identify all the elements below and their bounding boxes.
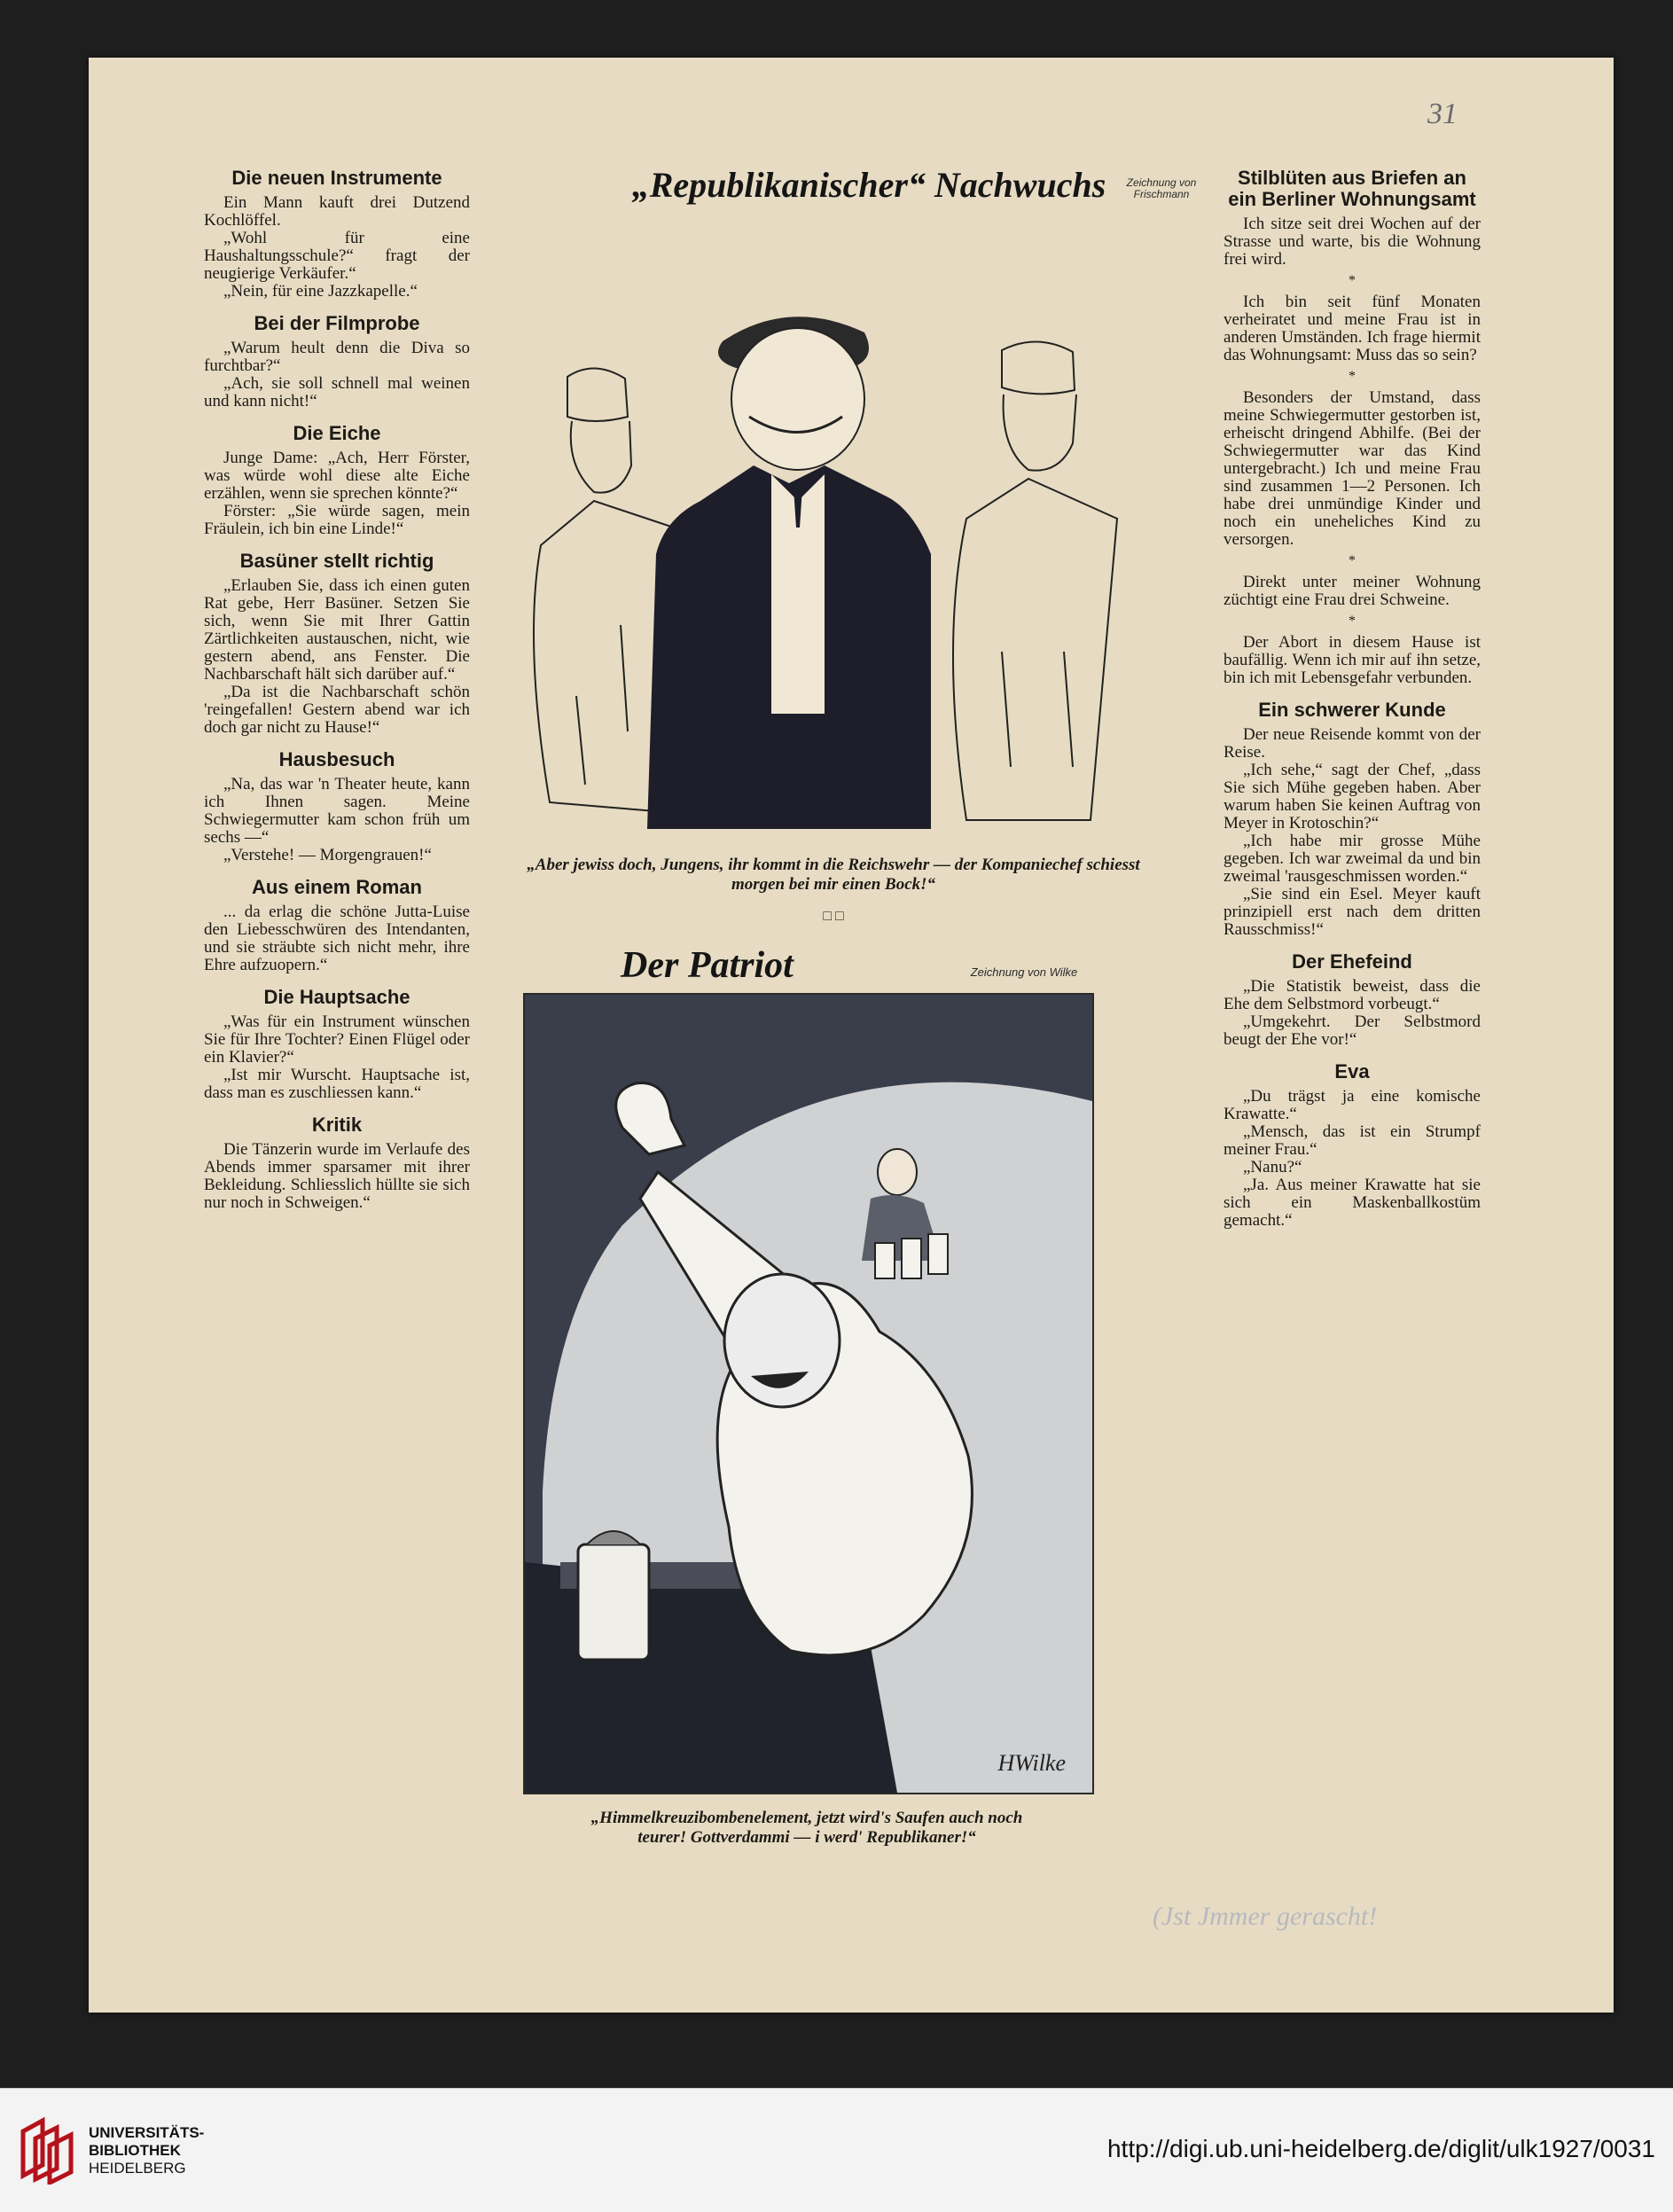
article-heading: Die Hauptsache <box>263 986 410 1008</box>
library-logo-text <box>89 2124 204 2177</box>
article-heading: Hausbesuch <box>278 748 395 770</box>
right-column <box>1223 155 1481 1230</box>
cartoon-illustration-top <box>470 235 1170 847</box>
article-paragraph: Ein Mann kauft drei Dutzend Kochlöffel. <box>204 193 470 230</box>
library-footer <box>0 2088 1673 2212</box>
cartoon-title-top: „Republikanischer“ Nachwuchs <box>631 165 1106 205</box>
article-paragraph: „Die Statistik beweist, dass die Ehe dem Selbstmord vorbeugt.“ <box>1223 977 1481 1013</box>
article-paragraph: „Ist mir Wurscht. Hauptsache ist, dass man es zuschliessen kann.“ <box>204 1066 470 1102</box>
cartoon-credit-top: Zeichnung von Frischmann <box>1126 176 1197 200</box>
article-paragraph: Besonders der Umstand, dass meine Schwiegermutter gestorben ist, erheischt dringend Abhilfe. (Bei der Schwiegermutter war das Kind untergebracht.) Ich und meine Frau sind zusammen 1—2 Personen. Ich habe drei unmündige Kinder und noch ein uneheliches Kind zu versorgen. <box>1223 388 1481 549</box>
article-heading: Bei der Filmprobe <box>254 312 420 334</box>
separator: □ □ <box>823 909 844 924</box>
article-paragraph: „Erlauben Sie, dass ich einen guten Rat gebe, Herr Basüner. Setzen Sie sich, wenn Sie mit Ihrer Gattin Zärtlichkeiten austauschen, nicht, wie gestern abend, ans Fenster. Die Nachbarschaft hält sich darüber auf.“ <box>204 576 470 684</box>
separator-star: * <box>1349 369 1356 384</box>
article-paragraph: „Nanu?“ <box>1243 1158 1302 1176</box>
article-paragraph: Der Abort in diesem Hause ist baufällig. Wenn ich mir auf ihn setze, bin ich mit Lebensgefahr verbunden. <box>1223 633 1481 687</box>
permalink-url[interactable]: http://digi.ub.uni-heidelberg.de/diglit/ulk1927/0031 <box>1106 2135 1655 2162</box>
artist-signature: HWilke <box>997 1750 1066 1776</box>
page-number-handwritten: 31 <box>1427 98 1458 130</box>
article-paragraph: „Sie sind ein Esel. Meyer kauft prinzipiell erst nach dem dritten Rausschmiss!“ <box>1223 885 1481 939</box>
separator-star: * <box>1349 553 1356 568</box>
cartoon-caption-top: „Aber jewiss doch, Jungens, ihr kommt in die Reichswehr — der Kompaniechef schiesst morgen bei mir einen Bock!“ <box>527 856 1140 894</box>
newspaper-page <box>89 58 1614 2013</box>
article-paragraph: Der neue Reisende kommt von der Reise. <box>1223 725 1481 762</box>
logo-line-3: HEIDELBERG <box>89 2160 186 2177</box>
article-paragraph: Förster: „Sie würde sagen, mein Fräulein, ich bin eine Linde!“ <box>204 502 470 538</box>
article-paragraph: Direkt unter meiner Wohnung züchtigt eine Frau drei Schweine. <box>1223 573 1481 609</box>
separator-star: * <box>1349 614 1356 629</box>
article-heading: Die neuen Instrumente <box>231 167 442 189</box>
article-heading: Basüner stellt richtig <box>239 550 434 572</box>
article <box>204 749 470 864</box>
article-paragraph: „Warum heult denn die Diva so furchtbar?“ <box>204 339 470 375</box>
article-paragraph: ... da erlag die schöne Jutta-Luise den Liebesschwüren des Intendanten, und sie sträubte sich nicht mehr, ihre Ehre aufzuopern.“ <box>204 903 470 974</box>
article-paragraph: „Nein, für eine Jazzkapelle.“ <box>223 282 418 301</box>
article-paragraph: „Ach, sie soll schnell mal weinen und kann nicht!“ <box>204 374 470 410</box>
article-heading: Stilblüten aus Briefen an ein Berliner Wohnungsamt <box>1228 167 1476 210</box>
article <box>204 423 470 538</box>
article-heading: Eva <box>1334 1060 1370 1083</box>
article <box>204 551 470 737</box>
article <box>204 877 470 974</box>
article-heading: Die Eiche <box>293 422 381 444</box>
article <box>204 1114 470 1212</box>
article-paragraph: „Mensch, das ist ein Strumpf meiner Frau.“ <box>1223 1122 1481 1159</box>
article-paragraph: Ich bin seit fünf Monaten verheiratet und meine Frau ist in anderen Umständen. Ich frage hiermit das Wohnungsamt: Muss das so sein? <box>1223 293 1481 364</box>
article-paragraph: „Ich sehe,“ sagt der Chef, „dass Sie sich Mühe gegeben haben. Aber warum haben Sie keinen Auftrag von Meyer in Krotoschin?“ <box>1223 761 1481 832</box>
article <box>1223 951 1481 1049</box>
article <box>204 313 470 410</box>
article <box>1223 700 1481 939</box>
article-paragraph: Ich sitze seit drei Wochen auf der Strasse und warte, bis die Wohnung frei wird. <box>1223 215 1481 269</box>
article-heading: Ein schwerer Kunde <box>1258 699 1446 721</box>
cartoon-drawing <box>525 995 1092 1793</box>
article-paragraph: „Du trägst ja eine komische Krawatte.“ <box>1223 1087 1481 1123</box>
cartoon-title-bottom: Der Patriot <box>621 945 794 986</box>
logo-line-1: UNIVERSITÄTS- <box>89 2124 205 2141</box>
cartoon-credit-bottom: Zeichnung von Wilke <box>970 965 1078 979</box>
article-paragraph: „Ich habe mir grosse Mühe gegeben. Ich war zweimal da und bin zweimal 'rausgeschmissen worden.“ <box>1223 832 1481 886</box>
cartoon-illustration-bottom <box>523 993 1094 1794</box>
article-paragraph: Die Tänzerin wurde im Verlaufe des Abends immer sparsamer mit ihrer Bekleidung. Schliesslich hüllte sie sich nur noch in Schweigen.“ <box>204 1140 470 1212</box>
article-paragraph: „Ja. Aus meiner Krawatte hat sie sich ein Maskenballkostüm gemacht.“ <box>1223 1176 1481 1230</box>
article-heading: Kritik <box>311 1114 363 1136</box>
article-paragraph: „Da ist die Nachbarschaft schön 'reingefallen! Gestern abend war ich doch gar nicht zu Hause!“ <box>204 683 470 737</box>
article-paragraph: „Verstehe! — Morgengrauen!“ <box>223 846 432 864</box>
article <box>204 168 470 301</box>
article-paragraph: „Wohl für eine Haushaltungsschule?“ fragt der neugierige Verkäufer.“ <box>204 229 470 283</box>
article <box>1223 168 1481 687</box>
article-paragraph: „Na, das war 'n Theater heute, kann ich Ihnen sagen. Meine Schwiegermutter kam schon früh um sechs —“ <box>204 775 470 847</box>
article <box>1223 1061 1481 1230</box>
left-column <box>204 155 470 1212</box>
article-heading: Der Ehefeind <box>1292 950 1412 973</box>
article-paragraph: Junge Dame: „Ach, Herr Förster, was würde wohl diese alte Eiche erzählen, wenn sie sprechen könnte?“ <box>204 449 470 503</box>
article-paragraph: „Umgekehrt. Der Selbstmord beugt der Ehe vor!“ <box>1223 1012 1481 1049</box>
article <box>204 987 470 1102</box>
article-heading: Aus einem Roman <box>252 876 422 898</box>
library-logo-icon <box>16 2114 78 2185</box>
cartoon-caption-bottom: „Himmelkreuzibombenelement, jetzt wird's Saufen auch noch teurer! Gottverdammi — i werd' Republikaner!“ <box>590 1809 1023 1847</box>
handwritten-note: (Jst Jmmer gerascht! <box>1153 1902 1378 1931</box>
separator-star: * <box>1349 273 1356 288</box>
logo-line-2: BIBLIOTHEK <box>89 2142 181 2159</box>
article-paragraph: „Was für ein Instrument wünschen Sie für Ihre Tochter? Einen Flügel oder ein Klavier?“ <box>204 1012 470 1067</box>
